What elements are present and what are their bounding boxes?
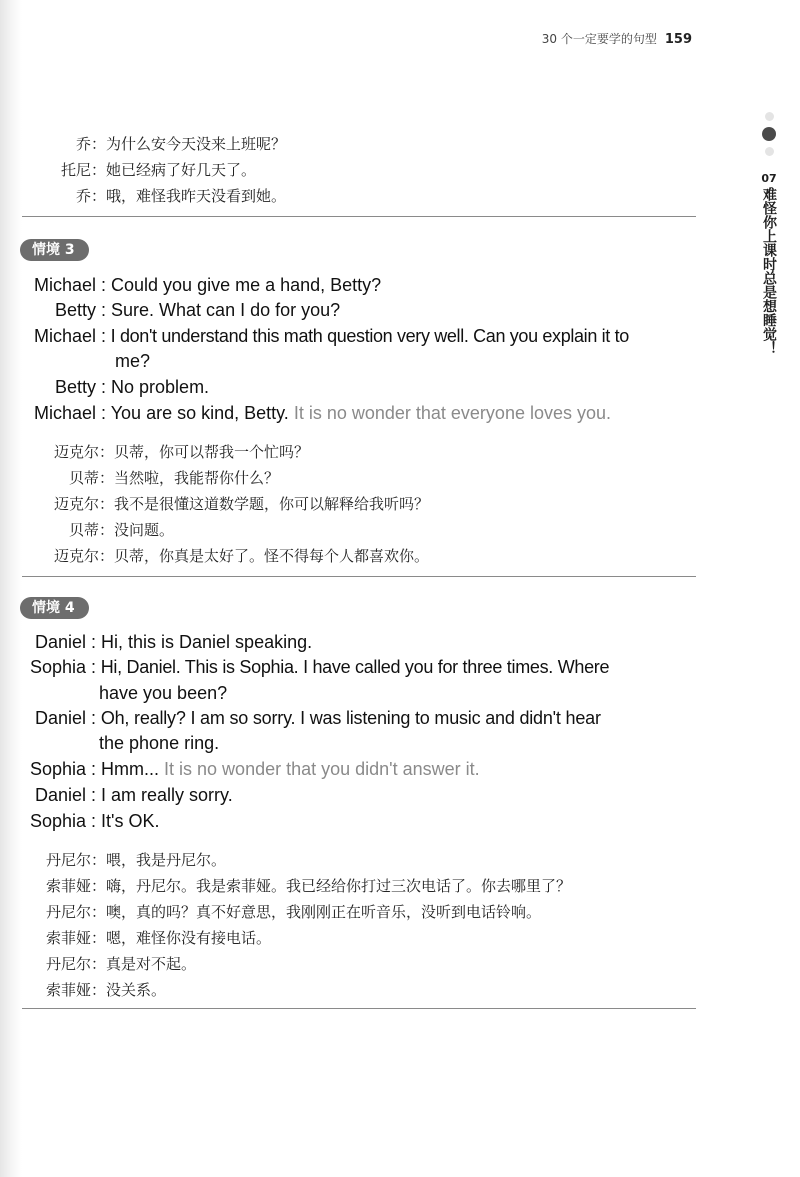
key-sentence-highlight: It is no wonder that you didn't answer it. xyxy=(164,759,480,779)
header-title: 30 个一定要学的句型 xyxy=(541,32,657,46)
speaker-label: Michael : xyxy=(33,275,106,295)
dialogue-line xyxy=(24,300,340,321)
line-text: You are so kind, Betty. xyxy=(110,403,289,423)
section-divider xyxy=(22,216,696,217)
chapter-title-vertical: 难怪你上课时总是想睡觉！ xyxy=(761,187,777,355)
dialogue-line xyxy=(40,133,286,154)
dialogue-line xyxy=(32,901,541,922)
speaker-label: Michael : xyxy=(33,403,106,423)
speaker-label: 索菲娅： xyxy=(45,877,106,895)
line-text: 嗯，难怪你没有接电话。 xyxy=(106,929,272,947)
line-text: No problem. xyxy=(111,377,210,397)
line-text: I don't understand this math question very well. Can you explain it to xyxy=(110,326,629,346)
line-text: 为什么安今天没来上班呢？ xyxy=(106,135,287,153)
speaker-label: Daniel : xyxy=(34,632,96,652)
dialogue-line xyxy=(40,545,429,566)
line-text: 噢，真的吗？真不好意思，我刚刚正在听音乐，没听到电话铃响。 xyxy=(106,903,542,921)
dialogue-line xyxy=(24,275,381,296)
line-text: Hi, Daniel. This is Sophia. I have called you for three times. Where xyxy=(100,657,610,677)
dialogue-line xyxy=(40,441,309,462)
page-number: 159 xyxy=(664,32,692,47)
dialogue-line xyxy=(24,785,233,806)
tab-dot-icon xyxy=(765,112,774,121)
dialogue-line xyxy=(40,185,286,206)
speaker-label: 丹尼尔： xyxy=(45,903,106,921)
line-text: Could you give me a hand, Betty? xyxy=(111,275,382,295)
dialogue-line xyxy=(32,927,271,948)
line-text: 我不是很懂这道数学题，你可以解释给我听吗？ xyxy=(114,495,430,513)
scenario-badge: 情境 3 xyxy=(20,239,89,261)
running-header xyxy=(542,30,692,47)
speaker-label: 托尼： xyxy=(60,161,106,179)
dialogue-line xyxy=(40,519,174,540)
dialogue-line xyxy=(32,875,571,896)
dialogue-line xyxy=(24,632,312,653)
speaker-label: Betty : xyxy=(54,300,106,320)
tab-dot-active-icon xyxy=(762,127,776,141)
line-text: Hi, this is Daniel speaking. xyxy=(101,632,313,652)
line-text: Oh, really? I am so sorry. I was listening to music and didn't hear xyxy=(100,708,601,728)
dialogue-line xyxy=(24,759,480,780)
line-text: 当然啦，我能帮你什么？ xyxy=(114,469,280,487)
speaker-label: Sophia : xyxy=(29,759,96,779)
speaker-label: 贝蒂： xyxy=(68,521,114,539)
line-text: 哦，难怪我昨天没看到她。 xyxy=(106,187,287,205)
speaker-label: 乔： xyxy=(75,135,106,153)
dialogue-line xyxy=(24,326,629,347)
dialogue-line xyxy=(24,403,611,424)
line-text: 没问题。 xyxy=(114,521,175,539)
speaker-label: Sophia : xyxy=(29,657,96,677)
speaker-label: 乔： xyxy=(75,187,106,205)
speaker-label: 迈克尔： xyxy=(53,547,114,565)
dialogue-line xyxy=(24,377,209,398)
line-text: Sure. What can I do for you? xyxy=(111,300,341,320)
speaker-label: Michael : xyxy=(33,326,106,346)
tab-dot-icon xyxy=(765,147,774,156)
dialogue-line-continuation: have you been? xyxy=(99,683,228,703)
dialogue-line xyxy=(40,159,256,180)
speaker-label: 迈克尔： xyxy=(53,495,114,513)
line-text: 贝蒂，你可以帮我一个忙吗？ xyxy=(114,443,310,461)
speaker-label: 丹尼尔： xyxy=(45,955,106,973)
speaker-label: Daniel : xyxy=(34,708,96,728)
speaker-label: 索菲娅： xyxy=(45,981,106,999)
dialogue-line-continuation: the phone ring. xyxy=(99,733,220,753)
line-text: 喂，我是丹尼尔。 xyxy=(106,851,227,869)
line-text: I am really sorry. xyxy=(101,785,233,805)
line-text: 她已经病了好几天了。 xyxy=(106,161,257,179)
dialogue-line xyxy=(40,467,279,488)
key-sentence-highlight: It is no wonder that everyone loves you. xyxy=(293,403,612,423)
dialogue-line-continuation: me? xyxy=(115,351,151,371)
speaker-label: Betty : xyxy=(54,377,106,397)
chapter-side-tab xyxy=(757,112,781,355)
speaker-label: 索菲娅： xyxy=(45,929,106,947)
speaker-label: 迈克尔： xyxy=(53,443,114,461)
dialogue-line xyxy=(32,849,226,870)
scenario-badge: 情境 4 xyxy=(20,597,89,619)
dialogue-line xyxy=(32,979,166,1000)
line-text: Hmm... xyxy=(101,759,160,779)
dialogue-line xyxy=(24,657,609,678)
dialogue-line xyxy=(32,953,196,974)
book-spine-shadow xyxy=(0,0,22,1177)
line-text: It's OK. xyxy=(101,811,160,831)
speaker-label: Daniel : xyxy=(34,785,96,805)
line-text: 贝蒂，你真是太好了。怪不得每个人都喜欢你。 xyxy=(114,547,430,565)
line-text: 真是对不起。 xyxy=(106,955,197,973)
line-text: 嗨，丹尼尔。我是索菲娅。我已经给你打过三次电话了。你去哪里了？ xyxy=(106,877,572,895)
dialogue-line xyxy=(40,493,429,514)
chapter-number: 07 xyxy=(761,172,777,185)
speaker-label: Sophia : xyxy=(29,811,96,831)
section-divider xyxy=(22,1008,696,1009)
section-divider xyxy=(22,576,696,577)
dialogue-line xyxy=(24,708,601,729)
line-text: 没关系。 xyxy=(106,981,167,999)
dialogue-line xyxy=(24,811,159,832)
speaker-label: 丹尼尔： xyxy=(45,851,106,869)
speaker-label: 贝蒂： xyxy=(68,469,114,487)
